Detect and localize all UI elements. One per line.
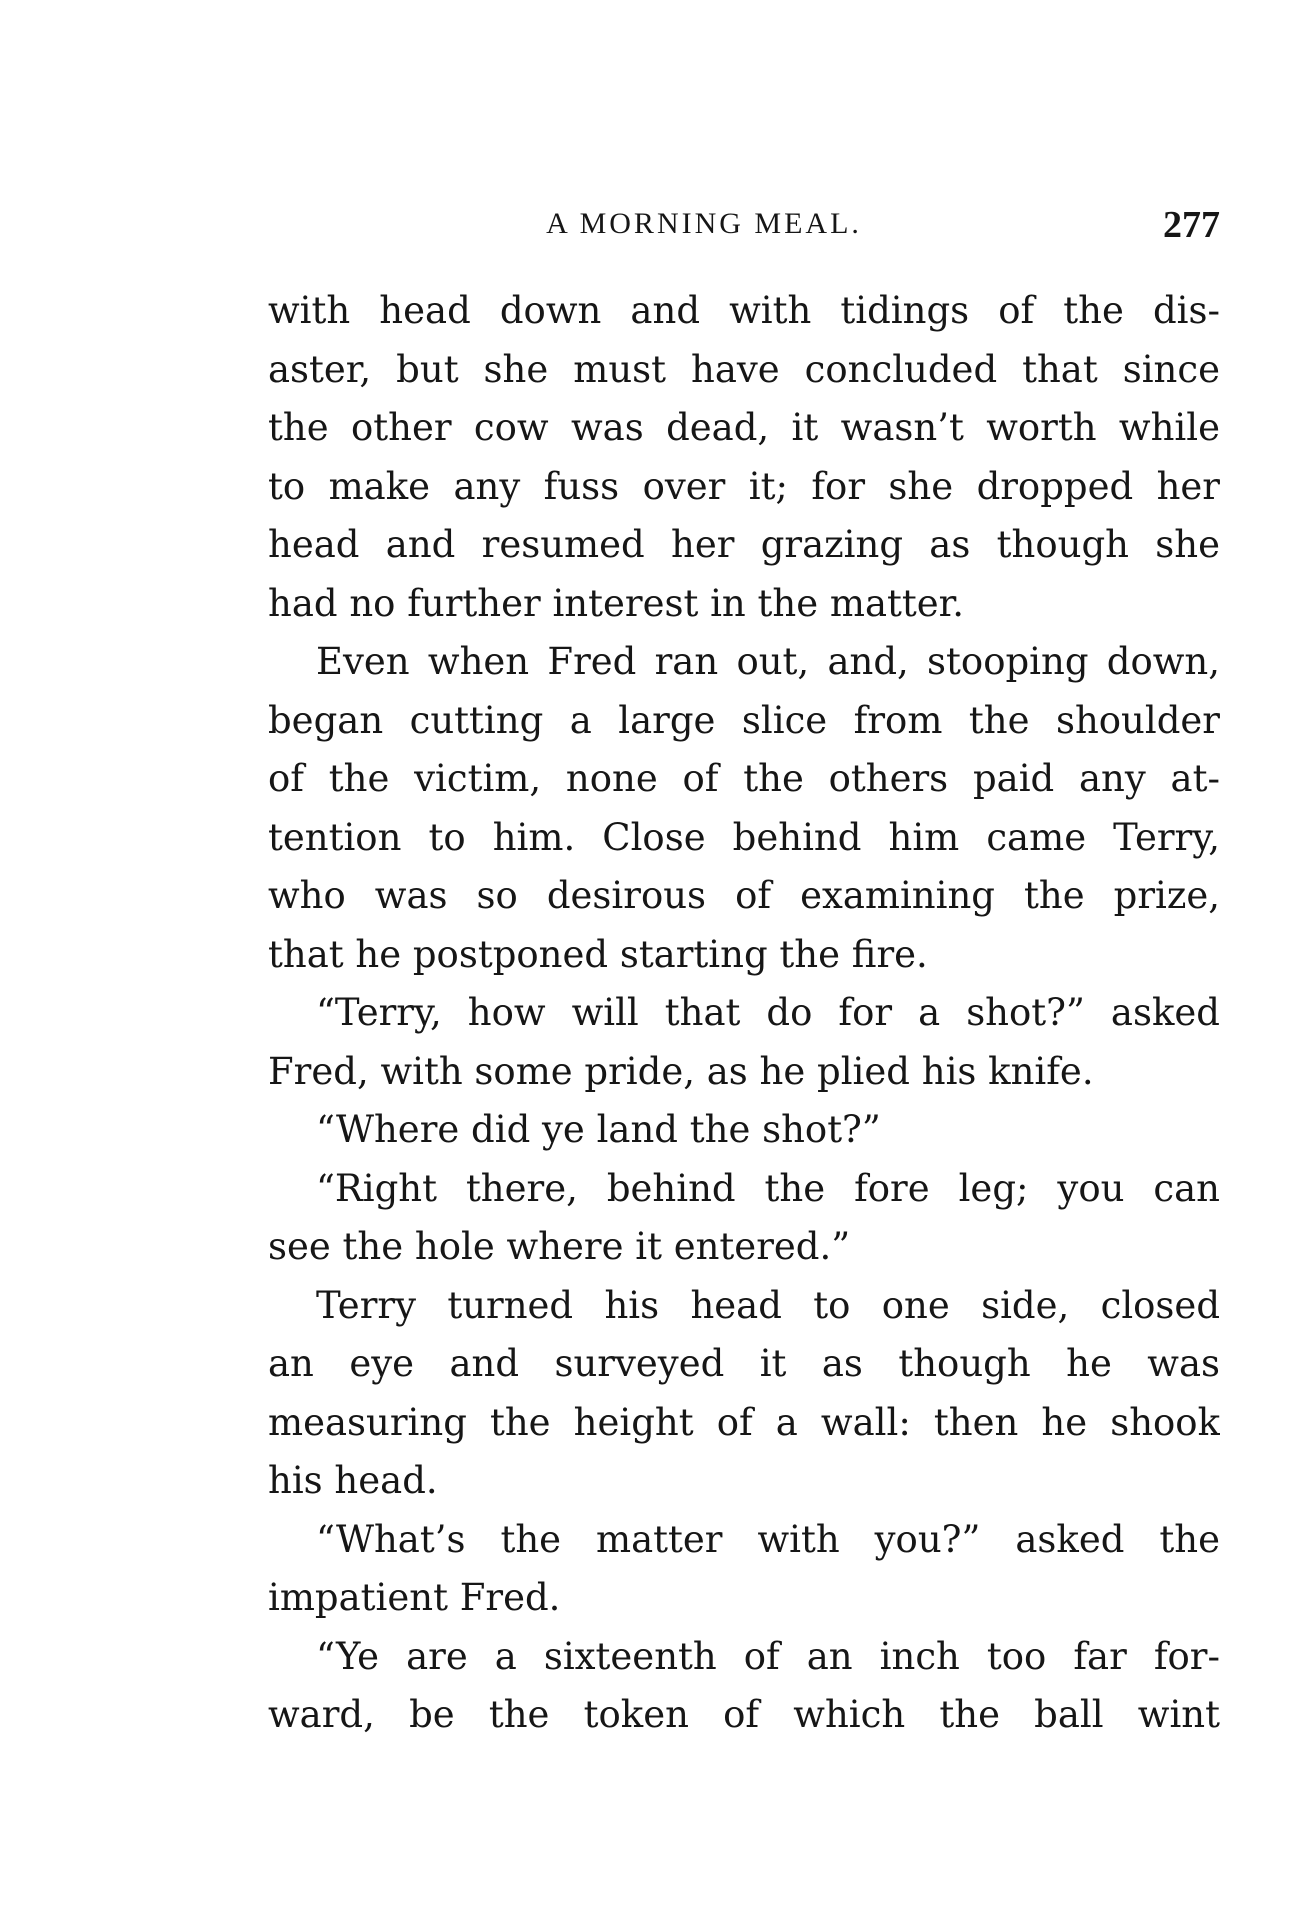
body-text [268,282,1220,1745]
text-line: who was so desirous of examining the prize, [268,874,1220,917]
text-line: ward, be the token of which the ball wint [268,1693,1220,1736]
text-line: his head. [268,1459,438,1502]
running-title: A MORNING MEAL. [546,207,862,240]
text-line: Even when Fred ran out, and, stooping down, [316,640,1220,683]
text-line: an eye and surveyed it as though he was [268,1342,1220,1385]
text-line: the other cow was dead, it wasn’t worth while [268,406,1220,449]
text-line: measuring the height of a wall: then he shook [268,1400,1220,1444]
text-line: with head down and with tidings of the dis- [268,289,1220,332]
text-line: see the hole where it entered.” [268,1225,851,1268]
text-line: “Ye are a sixteenth of an inch too far for- [316,1634,1220,1678]
page-number: 277 [1163,204,1220,246]
text-line: to make any fuss over it; for she dropped her [268,464,1220,508]
text-line: head and resumed her grazing as though she [268,523,1220,566]
text-line: of the victim, none of the others paid any at- [268,757,1220,800]
text-line: “Terry, how will that do for a shot?” asked [316,991,1220,1034]
text-line: Fred, with some pride, as he plied his knife. [268,1049,1094,1093]
text-line: tention to him. Close behind him came Terry, [268,815,1220,859]
text-line: that he postponed starting the fire. [268,932,928,976]
running-header [268,203,1220,253]
text-line: impatient Fred. [268,1576,561,1619]
text-line: had no further interest in the matter. [268,581,965,625]
text-line: “Where did ye land the shot?” [316,1108,881,1151]
text-line: Terry turned his head to one side, closed [316,1283,1220,1327]
text-line: “Right there, behind the fore leg; you can [316,1166,1220,1210]
text-line: began cutting a large slice from the shoulder [268,698,1220,742]
text-line: “What’s the matter with you?” asked the [316,1517,1220,1561]
text-line: aster, but she must have concluded that since [268,347,1220,391]
